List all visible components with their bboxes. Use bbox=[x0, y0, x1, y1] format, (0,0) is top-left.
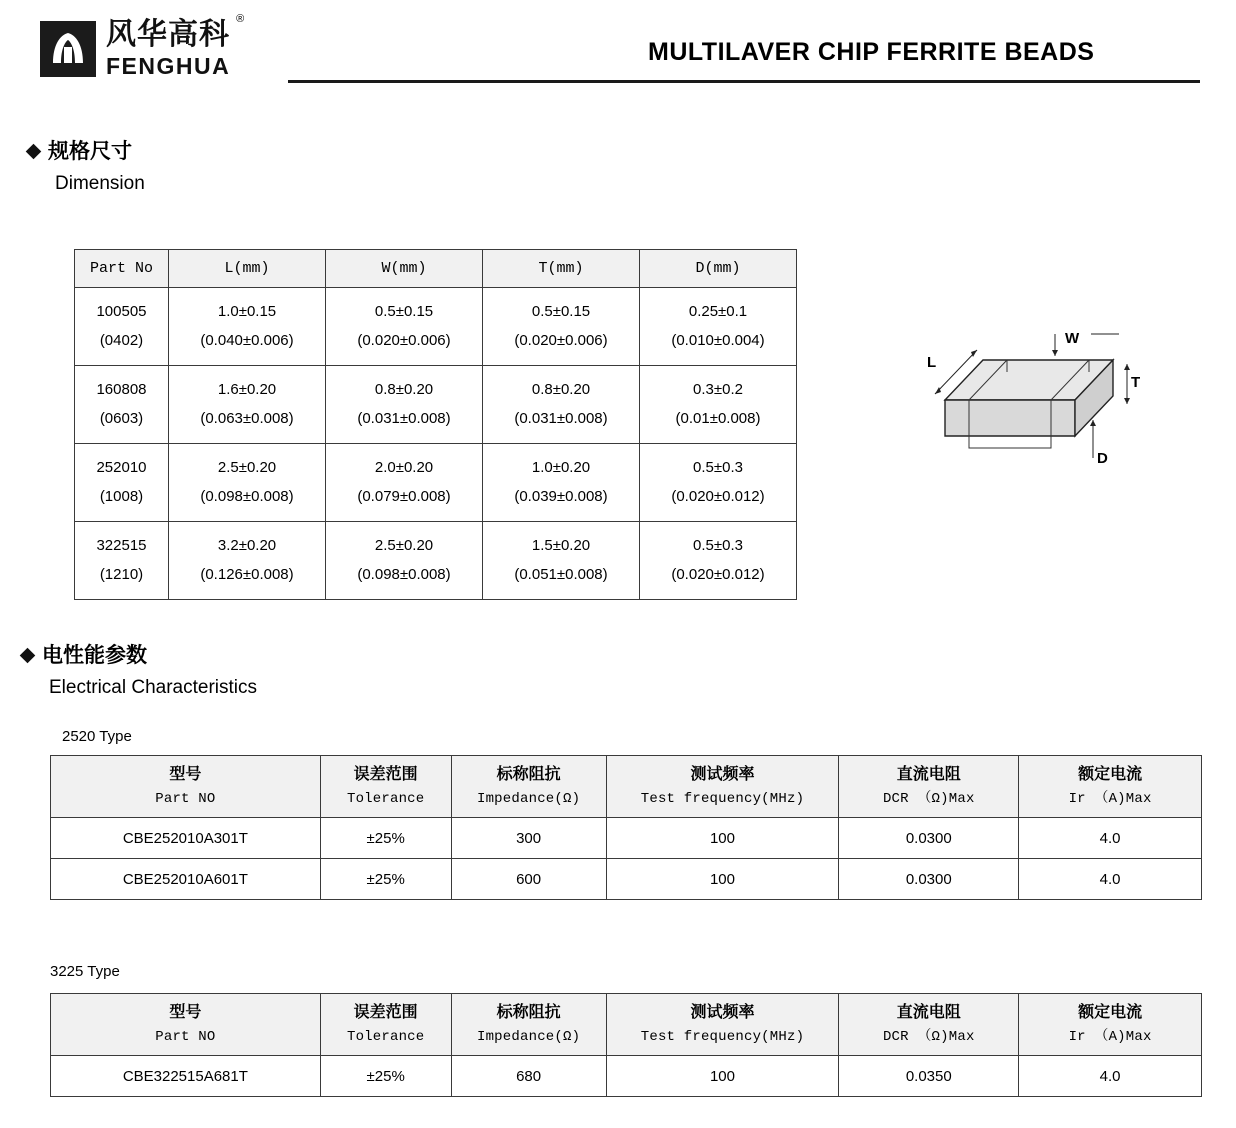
cell-thickness bbox=[483, 444, 640, 522]
cell-line: (0.020±0.006) bbox=[514, 331, 608, 349]
cell-part-no bbox=[75, 288, 169, 366]
header-line-cn: 型号 bbox=[169, 1003, 202, 1021]
cell-line: 0.25±0.1 bbox=[688, 303, 748, 320]
diagram-label-thickness: T bbox=[1131, 374, 1141, 391]
cell-d bbox=[640, 366, 797, 444]
logo-english-name: FENGHUA bbox=[106, 53, 231, 79]
section-heading-dimension-cn bbox=[28, 140, 145, 163]
cell-width bbox=[326, 288, 483, 366]
column-header-part-no bbox=[51, 756, 321, 818]
header-line-cn: 标称阻抗 bbox=[496, 1003, 561, 1021]
cell-line: 160808 bbox=[96, 381, 147, 398]
cell-line: 2.5±0.20 bbox=[374, 537, 434, 554]
page-header bbox=[0, 0, 1236, 96]
diagram-label-d: D bbox=[1097, 450, 1108, 467]
header-line-en: Tolerance bbox=[346, 790, 425, 807]
cell-d bbox=[640, 522, 797, 600]
type-label-3225: 3225 Type bbox=[50, 963, 120, 980]
cell-width bbox=[326, 366, 483, 444]
section-heading-electrical-cn bbox=[22, 644, 257, 667]
table-header-row bbox=[75, 250, 797, 288]
column-header-part-no: Part No bbox=[75, 250, 169, 288]
header-line-en: Part NO bbox=[155, 1028, 216, 1045]
column-header-part-no bbox=[51, 994, 321, 1056]
column-header-test-frequency bbox=[606, 994, 839, 1056]
section-heading-dimension-en: Dimension bbox=[55, 173, 145, 195]
cell-line: 0.5±0.3 bbox=[693, 459, 743, 476]
cell-rated-current: 4.0 bbox=[1019, 818, 1202, 859]
cell-part-no: CBE322515A681T bbox=[51, 1056, 321, 1097]
cell-line: (1008) bbox=[99, 487, 144, 505]
header-line-cn: 直流电阻 bbox=[896, 765, 961, 783]
diagram-label-width: W bbox=[1065, 330, 1080, 347]
header-line-en: Tolerance bbox=[346, 1028, 425, 1045]
cell-d bbox=[640, 288, 797, 366]
column-header-tolerance bbox=[320, 994, 451, 1056]
cell-width bbox=[326, 444, 483, 522]
cell-line: (0.051±0.008) bbox=[514, 565, 608, 583]
header-line-cn: 额定电流 bbox=[1078, 1003, 1143, 1021]
electrical-table-2520 bbox=[50, 755, 1202, 900]
header-divider bbox=[288, 80, 1200, 83]
section-heading-dimension-cn-text: 规格尺寸 bbox=[48, 140, 132, 163]
cell-line: (0.040±0.006) bbox=[200, 331, 294, 349]
column-header-rated-current bbox=[1019, 994, 1202, 1056]
header-line-en: Impedance(Ω) bbox=[476, 790, 581, 807]
table-header-row bbox=[51, 756, 1202, 818]
cell-line: 2.5±0.20 bbox=[217, 459, 277, 476]
header-line-cn: 误差范围 bbox=[353, 765, 418, 783]
cell-dcr: 0.0300 bbox=[839, 818, 1019, 859]
column-header-width: W(mm) bbox=[326, 250, 483, 288]
cell-line: (0.098±0.008) bbox=[357, 565, 451, 583]
column-header-dcr bbox=[839, 756, 1019, 818]
cell-part-no bbox=[75, 444, 169, 522]
company-logo bbox=[40, 13, 245, 79]
table-row bbox=[51, 1056, 1202, 1097]
cell-line: 0.8±0.20 bbox=[374, 381, 434, 398]
header-line-en: Impedance(Ω) bbox=[476, 1028, 581, 1045]
cell-tolerance: ±25% bbox=[320, 818, 451, 859]
column-header-test-frequency bbox=[606, 756, 839, 818]
header-line-en: Ir （A)Max bbox=[1068, 1028, 1152, 1045]
column-header-thickness: T(mm) bbox=[483, 250, 640, 288]
cell-tolerance: ±25% bbox=[320, 1056, 451, 1097]
cell-line: 1.0±0.20 bbox=[531, 459, 591, 476]
diamond-bullet-icon bbox=[26, 144, 42, 160]
cell-impedance: 600 bbox=[451, 859, 606, 900]
cell-line: (0.01±0.008) bbox=[675, 409, 761, 427]
table-row bbox=[51, 818, 1202, 859]
cell-line: 0.8±0.20 bbox=[531, 381, 591, 398]
electrical-table-3225 bbox=[50, 993, 1202, 1097]
cell-line: (0.126±0.008) bbox=[200, 565, 294, 583]
header-line-en: Part NO bbox=[155, 790, 216, 807]
cell-line: 1.6±0.20 bbox=[217, 381, 277, 398]
fenghua-logo-icon bbox=[40, 21, 96, 77]
cell-tolerance: ±25% bbox=[320, 859, 451, 900]
header-line-cn: 额定电流 bbox=[1078, 765, 1143, 783]
cell-length bbox=[169, 522, 326, 600]
header-line-en: DCR （Ω)Max bbox=[882, 790, 975, 807]
cell-thickness bbox=[483, 522, 640, 600]
cell-part-no: CBE252010A601T bbox=[51, 859, 321, 900]
registered-trademark-icon: ® bbox=[236, 13, 245, 25]
header-line-en: Ir （A)Max bbox=[1068, 790, 1152, 807]
section-heading-electrical-en: Electrical Characteristics bbox=[49, 677, 257, 699]
cell-impedance: 680 bbox=[451, 1056, 606, 1097]
cell-part-no bbox=[75, 366, 169, 444]
header-line-en: Test frequency(MHz) bbox=[640, 1028, 805, 1045]
section-heading-dimension bbox=[28, 140, 145, 195]
cell-line: (1210) bbox=[99, 565, 144, 583]
section-heading-electrical-cn-text: 电性能参数 bbox=[42, 644, 147, 667]
table-header-row bbox=[51, 994, 1202, 1056]
cell-line: (0.063±0.008) bbox=[200, 409, 294, 427]
section-heading-electrical bbox=[22, 644, 257, 699]
column-header-dcr bbox=[839, 994, 1019, 1056]
cell-width bbox=[326, 522, 483, 600]
column-header-impedance bbox=[451, 994, 606, 1056]
column-header-length: L(mm) bbox=[169, 250, 326, 288]
header-line-cn: 测试频率 bbox=[690, 765, 755, 783]
cell-line: 1.5±0.20 bbox=[531, 537, 591, 554]
cell-line: 3.2±0.20 bbox=[217, 537, 277, 554]
cell-d bbox=[640, 444, 797, 522]
chip-dimension-diagram bbox=[905, 308, 1155, 518]
table-row bbox=[75, 288, 797, 366]
diamond-bullet-icon bbox=[20, 648, 36, 664]
cell-thickness bbox=[483, 366, 640, 444]
table-row bbox=[75, 366, 797, 444]
column-header-impedance bbox=[451, 756, 606, 818]
logo-chinese-name: 风华高科 bbox=[106, 18, 230, 51]
cell-rated-current: 4.0 bbox=[1019, 859, 1202, 900]
cell-line: 2.0±0.20 bbox=[374, 459, 434, 476]
cell-thickness bbox=[483, 288, 640, 366]
cell-line: (0.031±0.008) bbox=[514, 409, 608, 427]
logo-wordmark bbox=[106, 13, 245, 79]
table-row bbox=[75, 522, 797, 600]
cell-line: 0.3±0.2 bbox=[693, 381, 743, 398]
header-line-cn: 标称阻抗 bbox=[496, 765, 561, 783]
cell-line: (0.020±0.012) bbox=[671, 487, 765, 505]
table-row bbox=[51, 859, 1202, 900]
cell-line: 0.5±0.15 bbox=[531, 303, 591, 320]
document-title: MULTILAVER CHIP FERRITE BEADS bbox=[648, 38, 1095, 66]
cell-line: 322515 bbox=[96, 537, 147, 554]
cell-dcr: 0.0350 bbox=[839, 1056, 1019, 1097]
cell-line: 100505 bbox=[96, 303, 147, 320]
cell-test-frequency: 100 bbox=[606, 818, 839, 859]
cell-length bbox=[169, 444, 326, 522]
cell-part-no: CBE252010A301T bbox=[51, 818, 321, 859]
header-line-cn: 测试频率 bbox=[690, 1003, 755, 1021]
cell-part-no bbox=[75, 522, 169, 600]
header-line-cn: 误差范围 bbox=[353, 1003, 418, 1021]
cell-line: 1.0±0.15 bbox=[217, 303, 277, 320]
dimension-table bbox=[74, 249, 797, 600]
cell-line: (0603) bbox=[99, 409, 144, 427]
cell-line: (0.010±0.004) bbox=[671, 331, 765, 349]
column-header-tolerance bbox=[320, 756, 451, 818]
cell-line: 0.5±0.15 bbox=[374, 303, 434, 320]
cell-length bbox=[169, 366, 326, 444]
cell-line: 0.5±0.3 bbox=[693, 537, 743, 554]
table-row bbox=[75, 444, 797, 522]
cell-test-frequency: 100 bbox=[606, 859, 839, 900]
cell-line: (0.079±0.008) bbox=[357, 487, 451, 505]
cell-line: (0.020±0.006) bbox=[357, 331, 451, 349]
cell-line: 252010 bbox=[96, 459, 147, 476]
cell-line: (0.098±0.008) bbox=[200, 487, 294, 505]
cell-dcr: 0.0300 bbox=[839, 859, 1019, 900]
cell-length bbox=[169, 288, 326, 366]
diagram-label-length: L bbox=[927, 354, 937, 371]
cell-line: (0.031±0.008) bbox=[357, 409, 451, 427]
cell-rated-current: 4.0 bbox=[1019, 1056, 1202, 1097]
header-line-en: DCR （Ω)Max bbox=[882, 1028, 975, 1045]
header-line-en: Test frequency(MHz) bbox=[640, 790, 805, 807]
header-line-cn: 型号 bbox=[169, 765, 202, 783]
cell-line: (0402) bbox=[99, 331, 144, 349]
column-header-rated-current bbox=[1019, 756, 1202, 818]
cell-line: (0.020±0.012) bbox=[671, 565, 765, 583]
cell-line: (0.039±0.008) bbox=[514, 487, 608, 505]
cell-impedance: 300 bbox=[451, 818, 606, 859]
type-label-2520: 2520 Type bbox=[62, 728, 132, 745]
header-line-cn: 直流电阻 bbox=[896, 1003, 961, 1021]
cell-test-frequency: 100 bbox=[606, 1056, 839, 1097]
column-header-d: D(mm) bbox=[640, 250, 797, 288]
